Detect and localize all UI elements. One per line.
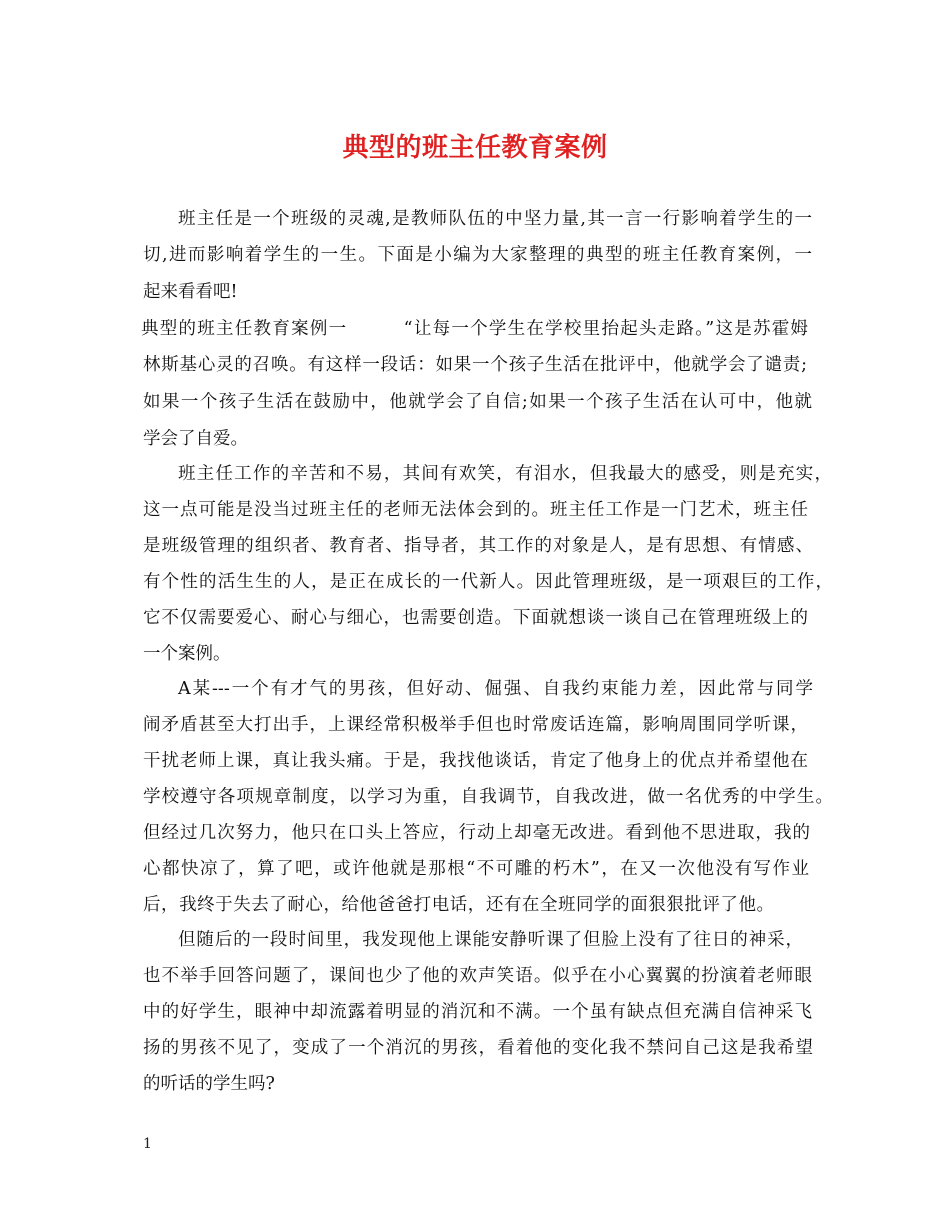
paragraph-line: 有个性的活生生的人，是正在成长的一代新人。因此管理班级，是一项艰巨的工作，	[143, 572, 833, 592]
paragraph-line: 扬的男孩不见了，变成了一个消沉的男孩，看着他的变化我不禁问自己这是我希望	[143, 1038, 813, 1058]
paragraph-line: 但随后的一段时间里，我发现他上课能安静听课了但脸上没有了往日的神采，	[178, 930, 803, 950]
paragraph-line: 但经过几次努力，他只在口头上答应，行动上却毫无改进。看到他不思进取，我的	[143, 823, 810, 843]
paragraph-line: 班主任工作的辛苦和不易，其间有欢笑，有泪水，但我最大的感受，则是充实，	[178, 464, 832, 484]
paragraph-line: 后，我终于失去了耐心，给他爸爸打电话，还有在全班同学的面狠狠批评了他。	[143, 895, 774, 915]
paragraph-line: 起来看看吧!	[143, 282, 238, 302]
paragraph-line: A某---一个有才气的男孩，但好动、倔强、自我约束能力差，因此常与同学	[178, 679, 813, 699]
paragraph-line: 它不仅需要爱心、耐心与细心，也需要创造。下面就想谈一谈自己在管理班级上的	[143, 608, 808, 628]
paragraph-line: 是班级管理的组织者、教育者、指导者，其工作的对象是人，是有思想、有情感、	[143, 536, 813, 556]
paragraph-line: 典型的班主任教育案例一 “让每一个学生在学校里抬起头走路。”这是苏霍姆	[141, 319, 808, 339]
page-number: 1	[143, 1136, 152, 1152]
paragraph-line: 中的好学生，眼神中却流露着明显的消沉和不满。一个虽有缺点但充满自信神采飞	[143, 1002, 812, 1022]
paragraph-line: 一个案例。	[143, 644, 231, 664]
paragraph-line: 闹矛盾甚至大打出手，上课经常积极举手但也时常废话连篇，影响周围同学听课，	[143, 715, 808, 735]
paragraph-line: 学会了自爱。	[143, 429, 248, 449]
paragraph-line: 学校遵守各项规章制度，以学习为重，自我调节，自我改进，做一名优秀的中学生。	[143, 787, 833, 807]
paragraph-line: 心都快凉了，算了吧，或许他就是那根“不可雕的朽木”，在又一次他没有写作业	[143, 859, 809, 879]
paragraph-line: 干扰老师上课，真让我头痛。于是，我找他谈话，肯定了他身上的优点并希望他在	[143, 751, 808, 771]
paragraph-line: 林斯基心灵的召唤。有这样一段话：如果一个孩子生活在批评中，他就学会了谴责;	[143, 355, 807, 375]
paragraph-line: 如果一个孩子生活在鼓励中，他就学会了自信;如果一个孩子生活在认可中，他就	[143, 392, 812, 412]
paragraph-line: 也不举手回答问题了，课间也少了他的欢声笑语。似乎在小心翼翼的扮演着老师眼	[143, 966, 812, 986]
paragraph-line: 班主任是一个班级的灵魂,是教师队伍的中坚力量,其一言一行影响着学生的一	[178, 209, 812, 229]
document-title: 典型的班主任教育案例	[342, 133, 608, 163]
paragraph-line: 的听话的学生吗?	[143, 1074, 275, 1094]
paragraph-line: 切,进而影响着学生的一生。下面是小编为大家整理的典型的班主任教育案例，一	[143, 245, 812, 265]
paragraph-line: 这一点可能是没当过班主任的老师无法体会到的。班主任工作是一门艺术，班主任	[143, 500, 808, 520]
